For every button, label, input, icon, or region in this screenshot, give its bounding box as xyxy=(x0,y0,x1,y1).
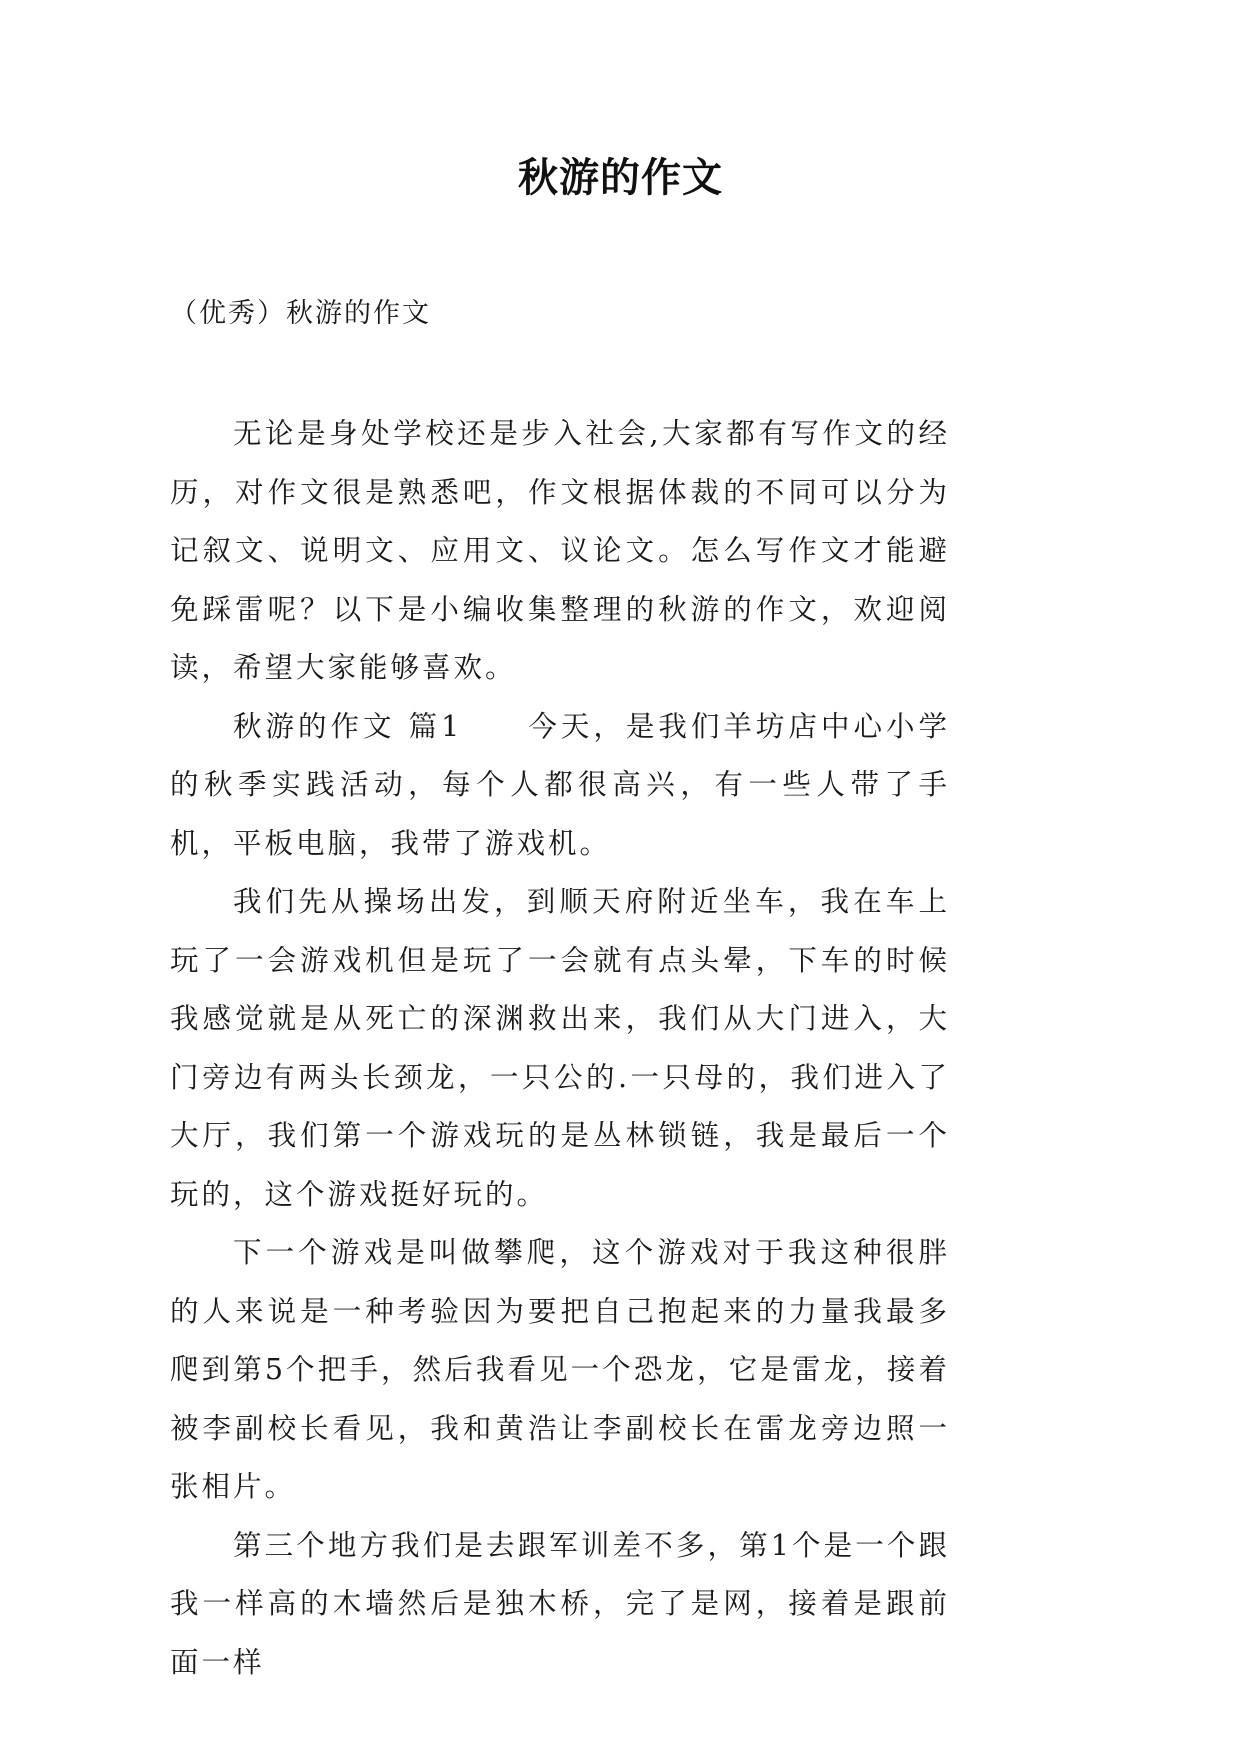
paragraph: 第三个地方我们是去跟军训差不多，第1个是一个跟我一样高的木墙然后是独木桥，完了是网，接着是跟前面一样 xyxy=(170,1528,950,1679)
paragraph: 我们先从操场出发，到顺天府附近坐车，我在车上玩了一会游戏机但是玩了一会就有点头晕，下车的时候我感觉就是从死亡的深渊救出来，我们从大门进入，大门旁边有两头长颈龙，一只公的.一只母的，我们进入了大厅，我们第一个游戏玩的是丛林锁链，我是最后一个玩的，这个游戏挺好玩的。 xyxy=(170,885,950,1211)
paragraph: 下一个游戏是叫做攀爬，这个游戏对于我这种很胖的人来说是一种考验因为要把自己抱起来的力量我最多爬到第5个把手，然后我看见一个恐龙，它是雷龙，接着被李副校长看见，我和黄浩让李副校长在雷龙旁边照一张相片。 xyxy=(170,1236,950,1503)
document-subtitle: （优秀）秋游的作文 xyxy=(170,298,431,329)
paragraph: 秋游的作文 篇1 今天，是我们羊坊店中心小学的秋季实践活动，每个人都很高兴，有一些人带了手机，平板电脑，我带了游戏机。 xyxy=(170,709,950,860)
document-body xyxy=(170,405,950,1692)
paragraph: 无论是身处学校还是步入社会,大家都有写作文的经历，对作文很是熟悉吧，作文根据体裁的不同可以分为记叙文、说明文、应用文、议论文。怎么写作文才能避免踩雷呢？以下是小编收集整理的秋游的作文，欢迎阅读，希望大家能够喜欢。 xyxy=(170,417,950,684)
document-title: 秋游的作文 xyxy=(518,155,723,201)
